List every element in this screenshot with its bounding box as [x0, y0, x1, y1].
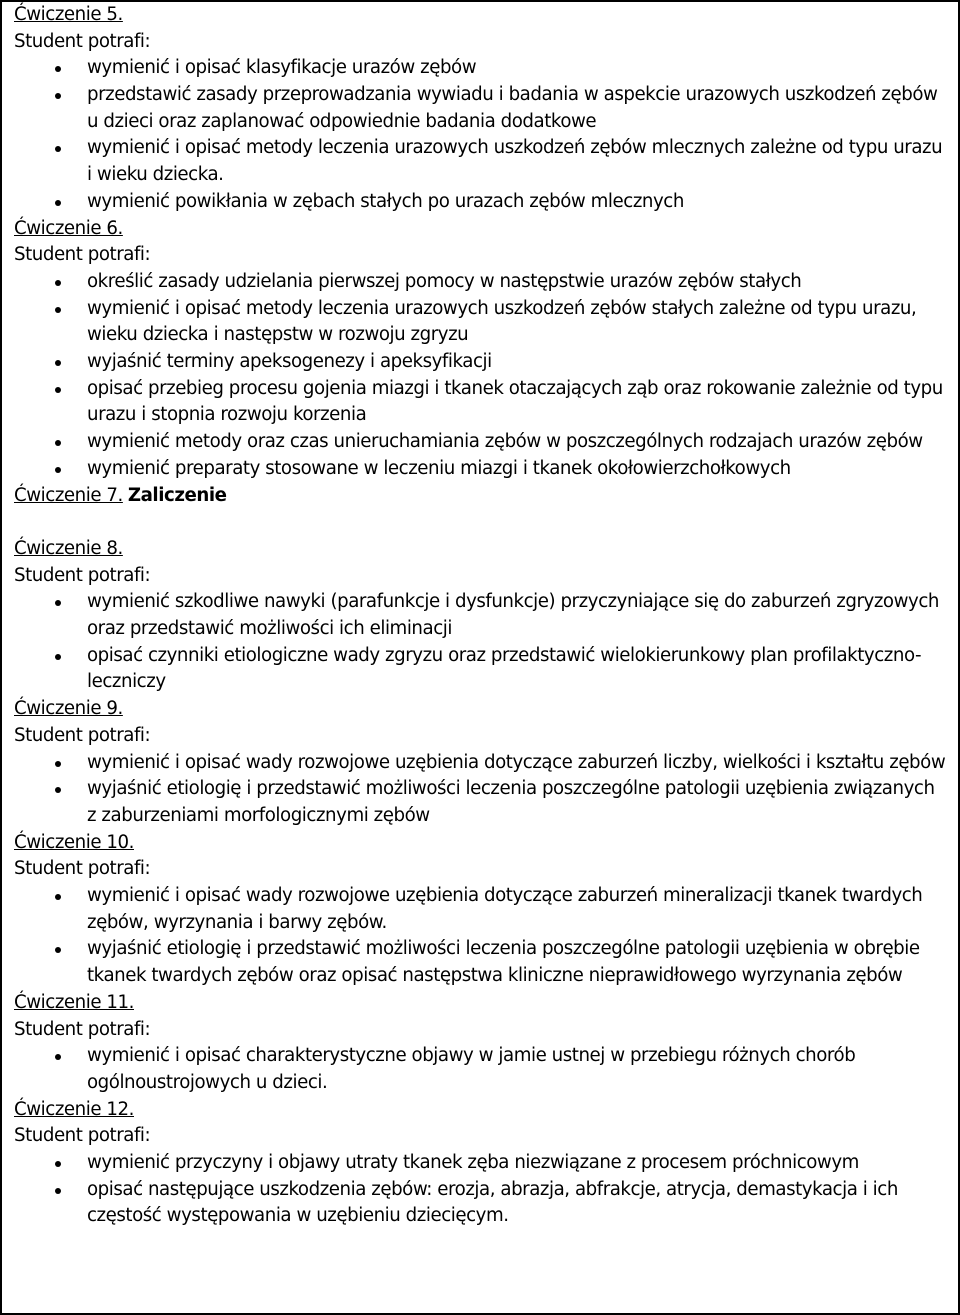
- objective-text: wymienić i opisać metody leczenia urazowych uszkodzeń zębów mlecznych zależne od typu urazu i wieku dziecka.: [87, 137, 943, 186]
- objective-text: wymienić powikłania w zębach stałych po urazach zębów mlecznych: [87, 190, 684, 212]
- objective-item: [14, 643, 948, 696]
- objective-text: przedstawić zasady przeprowadzania wywiadu i badania w aspekcie urazowych uszkodzeń zębów u dzieci oraz zaplanować odpowiednie badania dodatkowe: [87, 84, 938, 132]
- exercise-12: [14, 1097, 948, 1230]
- objective-item: [14, 1177, 948, 1230]
- objective-item: [14, 349, 948, 376]
- objectives-list: [14, 269, 948, 483]
- objective-item: [14, 1043, 948, 1096]
- exercise-title: Ćwiczenie 8.: [14, 537, 123, 559]
- objective-item: [14, 269, 948, 296]
- objectives-list: [14, 750, 948, 830]
- exercise-heading: [14, 830, 948, 857]
- objective-item: [14, 135, 948, 188]
- exercise-11: [14, 990, 948, 1097]
- objective-item: [14, 456, 948, 483]
- student-intro: Student potrafi:: [14, 1018, 151, 1040]
- exercise-heading: [14, 990, 948, 1017]
- objective-item: [14, 82, 948, 135]
- objective-text: wymienić i opisać metody leczenia urazowych uszkodzeń zębów stałych zależne od typu urazu, wieku dziecka i następstw w rozwoju zgryzu: [87, 297, 917, 346]
- exercise-heading: [14, 483, 948, 510]
- objective-text: opisać czynniki etiologiczne wady zgryzu oraz przedstawić wielokierunkowy plan profilaktyczno-leczniczy: [87, 644, 922, 693]
- bullet-icon: [55, 1188, 61, 1194]
- bullet-icon: [55, 600, 61, 606]
- bullet-icon: [55, 93, 61, 99]
- exercise-title: Ćwiczenie 11.: [14, 991, 134, 1013]
- exercise-heading: [14, 2, 948, 29]
- objective-text: wymienić preparaty stosowane w leczeniu miazgi i tkanek okołowierzchołkowych: [87, 457, 791, 479]
- bullet-icon: [55, 360, 61, 366]
- student-intro: Student potrafi:: [14, 564, 151, 586]
- objectives-list: [14, 883, 948, 990]
- objectives-list: [14, 1150, 948, 1230]
- exercise-9: [14, 696, 948, 829]
- exercise-heading: [14, 216, 948, 243]
- blank-line: [14, 509, 948, 536]
- exercise-title: Ćwiczenie 12.: [14, 1098, 134, 1120]
- objective-text: wymienić szkodliwe nawyki (parafunkcje i dysfunkcje) przyczyniające się do zaburzeń zgryzowych oraz przedstawić możliwości ich eliminacji: [87, 591, 939, 640]
- bullet-icon: [55, 440, 61, 446]
- objective-text: opisać przebieg procesu gojenia miazgi i tkanek otaczających ząb oraz rokowanie zależnie od typu urazu i stopnia rozwoju korzenia: [87, 377, 943, 426]
- bullet-icon: [55, 1054, 61, 1060]
- exercise-title: Ćwiczenie 9.: [14, 698, 123, 720]
- exercise-heading: [14, 1097, 948, 1124]
- student-intro: Student potrafi:: [14, 1125, 151, 1147]
- bullet-icon: [55, 280, 61, 286]
- objective-item: [14, 750, 948, 777]
- objectives-list: [14, 55, 948, 215]
- bullet-icon: [55, 787, 61, 793]
- bullet-icon: [55, 66, 61, 72]
- bullet-icon: [55, 947, 61, 953]
- bullet-icon: [55, 387, 61, 393]
- objective-item: [14, 936, 948, 989]
- objective-item: [14, 189, 948, 216]
- bullet-icon: [55, 467, 61, 473]
- objective-text: określić zasady udzielania pierwszej pomocy w następstwie urazów zębów stałych: [87, 270, 802, 292]
- objective-text: wyjaśnić terminy apeksogenezy i apeksyfikacji: [87, 351, 492, 373]
- objectives-list: [14, 589, 948, 696]
- bullet-icon: [55, 146, 61, 152]
- bullet-icon: [55, 654, 61, 660]
- objective-item: [14, 1150, 948, 1177]
- exercise-title: Ćwiczenie 7.: [14, 484, 123, 506]
- exercise-heading: [14, 536, 948, 563]
- student-intro: Student potrafi:: [14, 244, 151, 266]
- bullet-icon: [55, 1161, 61, 1167]
- exercise-title: Ćwiczenie 10.: [14, 831, 134, 853]
- objectives-list: [14, 1043, 948, 1096]
- exercise-10: [14, 830, 948, 990]
- objective-text: wymienić przyczyny i objawy utraty tkanek zęba niezwiązane z procesem próchnicowym: [87, 1151, 859, 1173]
- exercise-title: Ćwiczenie 6.: [14, 217, 123, 239]
- exercise-title: Ćwiczenie 5.: [14, 4, 123, 25]
- bullet-icon: [55, 200, 61, 206]
- exercise-6: [14, 216, 948, 483]
- objective-text: wyjaśnić etiologię i przedstawić możliwości leczenia poszczególne patologii uzębienia w obrębie tkanek twardych zębów oraz opisać następstwa kliniczne nieprawidłowego wyrzynania zębów: [87, 938, 920, 987]
- objective-item: [14, 776, 948, 829]
- objective-item: [14, 429, 948, 456]
- objective-text: wymienić i opisać klasyfikacje urazów zębów: [87, 57, 477, 79]
- exercise-heading: [14, 696, 948, 723]
- exercise-7: [14, 483, 948, 536]
- objective-item: [14, 883, 948, 936]
- exercise-8: [14, 536, 948, 696]
- student-intro: Student potrafi:: [14, 30, 151, 52]
- bullet-icon: [55, 761, 61, 767]
- objective-item: [14, 589, 948, 642]
- objective-text: wymienić i opisać wady rozwojowe uzębienia dotyczące zaburzeń liczby, wielkości i kształtu zębów: [87, 751, 946, 773]
- objective-text: wymienić i opisać charakterystyczne objawy w jamie ustnej w przebiegu różnych chorób ogólnoustrojowych u dzieci.: [87, 1045, 856, 1093]
- objective-text: opisać następujące uszkodzenia zębów: erozja, abrazja, abfrakcje, atrycja, demastykacja i ich częstość występowania w uzębieniu dziecięcym.: [87, 1178, 898, 1227]
- student-intro: Student potrafi:: [14, 858, 151, 880]
- exercise-5: [14, 2, 948, 216]
- objective-item: [14, 55, 948, 82]
- objective-text: wymienić i opisać wady rozwojowe uzębienia dotyczące zaburzeń mineralizacji tkanek twardych zębów, wyrzynania i barwy zębów.: [87, 885, 923, 933]
- objective-text: wymienić metody oraz czas unieruchamiania zębów w poszczególnych rodzajach urazów zębów: [87, 431, 923, 453]
- objective-item: [14, 296, 948, 349]
- objective-text: wyjaśnić etiologię i przedstawić możliwości leczenia poszczególne patologii uzębienia związanych z zaburzeniami morfologicznymi zębów: [87, 778, 935, 826]
- bullet-icon: [55, 894, 61, 900]
- student-intro: Student potrafi:: [14, 724, 151, 746]
- exercise-credit-label: Zaliczenie: [127, 484, 227, 506]
- bullet-icon: [55, 307, 61, 313]
- objective-item: [14, 376, 948, 429]
